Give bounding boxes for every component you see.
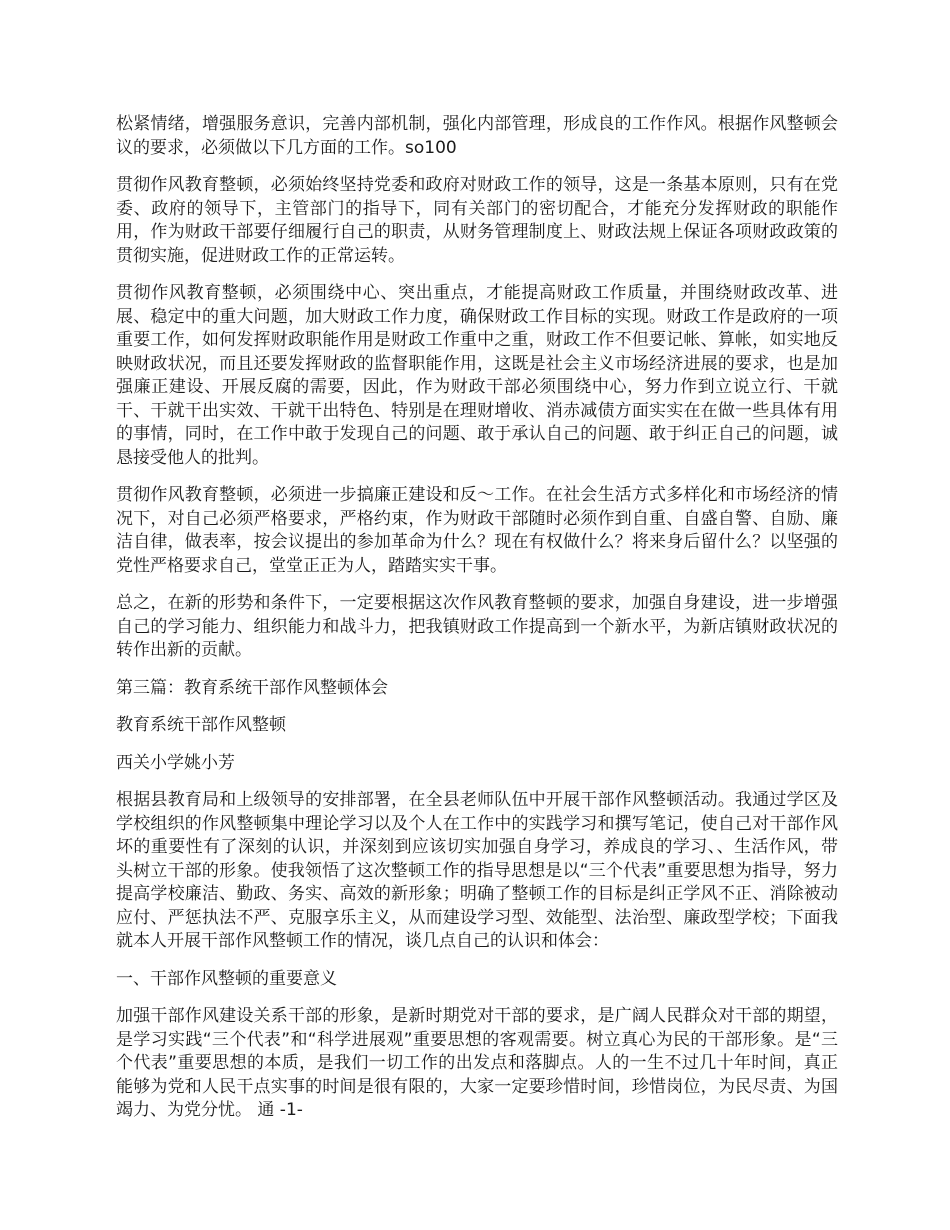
author-line: 西关小学姚小芳 (116, 752, 235, 773)
section-heading: 第三篇：教育系统干部作风整顿体会 (116, 677, 388, 698)
paragraph-intro: 松紧情绪，增强服务意识，完善内部机制，强化内部管理，形成良的工作作风。根据作风整顿会议的要求，必须做以下几方面的工作。so100 (116, 114, 838, 158)
paragraph-leadership: 贯彻作风教育整顿，必须始终坚持党委和政府对财政工作的领导，这是一条基本原则，只有在党委、政府的领导下，主管部门的指导下，同有关部门的密切配合，才能充分发挥财政的职能作用，作为财政干部要仔细履行自己的职责，从财务管理制度上、财政法规上保证各项财政政策的贯彻实施，促进财政工作的正常运转。 (116, 175, 838, 266)
paragraph-background: 根据县教育局和上级领导的安排部署，在全县老师队伍中开展干部作风整顿活动。我通过学区及学校组织的作风整顿集中理论学习以及个人在工作中的实践学习和撰写笔记，使自己对干部作风坏的重要性有了深刻的认识，并深刻到应该切实加强自身学习，养成良的学习、、生活作风，带头树立干部的形象。使我领悟了这次整顿工作的指导思想是以“三个代表”重要思想为指导，努力提高学校廉洁、勤政、务实、高效的新形象；明确了整顿工作的目标是纠正学风不正、消除被动应付、严惩执法不严、克服享乐主义，从而建设学习型、效能型、法治型、廉政型学校；下面我就本人开展干部作风整顿工作的情况，谈几点自己的认识和体会： (116, 790, 838, 951)
paragraph-significance: 加强干部作风建设关系干部的形象，是新时期党对干部的要求，是广阔人民群众对干部的期望，是学习实践“三个代表”和“科学进展观”重要思想的客观需要。树立真心为民的干部形象。是“三个代表”重要思想的本质，是我们一切工作的出发点和落脚点。人的一生不过几十年时间，真正能够为党和人民干点实事的时间是很有限的，大家一定要珍惜时间，珍惜岗位，为民尽责、为国竭力、为党分忧。 通 -1- (116, 1006, 838, 1120)
paragraph-summary: 总之，在新的形势和条件下，一定要根据这次作风教育整顿的要求，加强自身建设，进一步增强自己的学习能力、组织能力和战斗力，把我镇财政工作提高到一个新水平，为新店镇财政状况的转作出新的贡献。 (116, 593, 838, 660)
article-title: 教育系统干部作风整顿 (116, 715, 286, 735)
subsection-heading: 一、干部作风整顿的重要意义 (116, 968, 337, 989)
paragraph-integrity: 贯彻作风教育整顿，必须进一步搞廉正建设和反～工作。在社会生活方式多样化和市场经济的情况下，对自己必须严格要求，严格约束，作为财政干部随时必须作到自重、自盛自警、自励、廉洁自律，做表率，按会议提出的参加革命为什么？现在有权做什么？将来身后留什么？以坚强的党性严格要求自己，堂堂正正为人，踏踏实实干事。 (116, 485, 838, 576)
paragraph-focus: 贯彻作风教育整顿，必须围绕中心、突出重点，才能提高财政工作质量，并围绕财政改革、进展、稳定中的重大问题，加大财政工作力度，确保财政工作目标的实现。财政工作是政府的一项重要工作，如何发挥财政职能作用是财政工作重中之重，财政工作不但要记帐、算帐，如实地反映财政状况，而且还要发挥财政的监督职能作用，这既是社会主义市场经济进展的要求，也是加强廉正建设、开展反腐的需要，因此，作为财政干部必须围绕中心，努力作到立说立行、干就干、干就干出实效、干就干出特色、特别是在理财增收、消赤减债方面实实在在做一些具体有用的事情，同时，在工作中敢于发现自己的问题、敢于承认自己的问题、敢于纠正自己的问题，诚恳接受他人的批判。 (116, 283, 838, 468)
document-page (116, 113, 838, 1137)
